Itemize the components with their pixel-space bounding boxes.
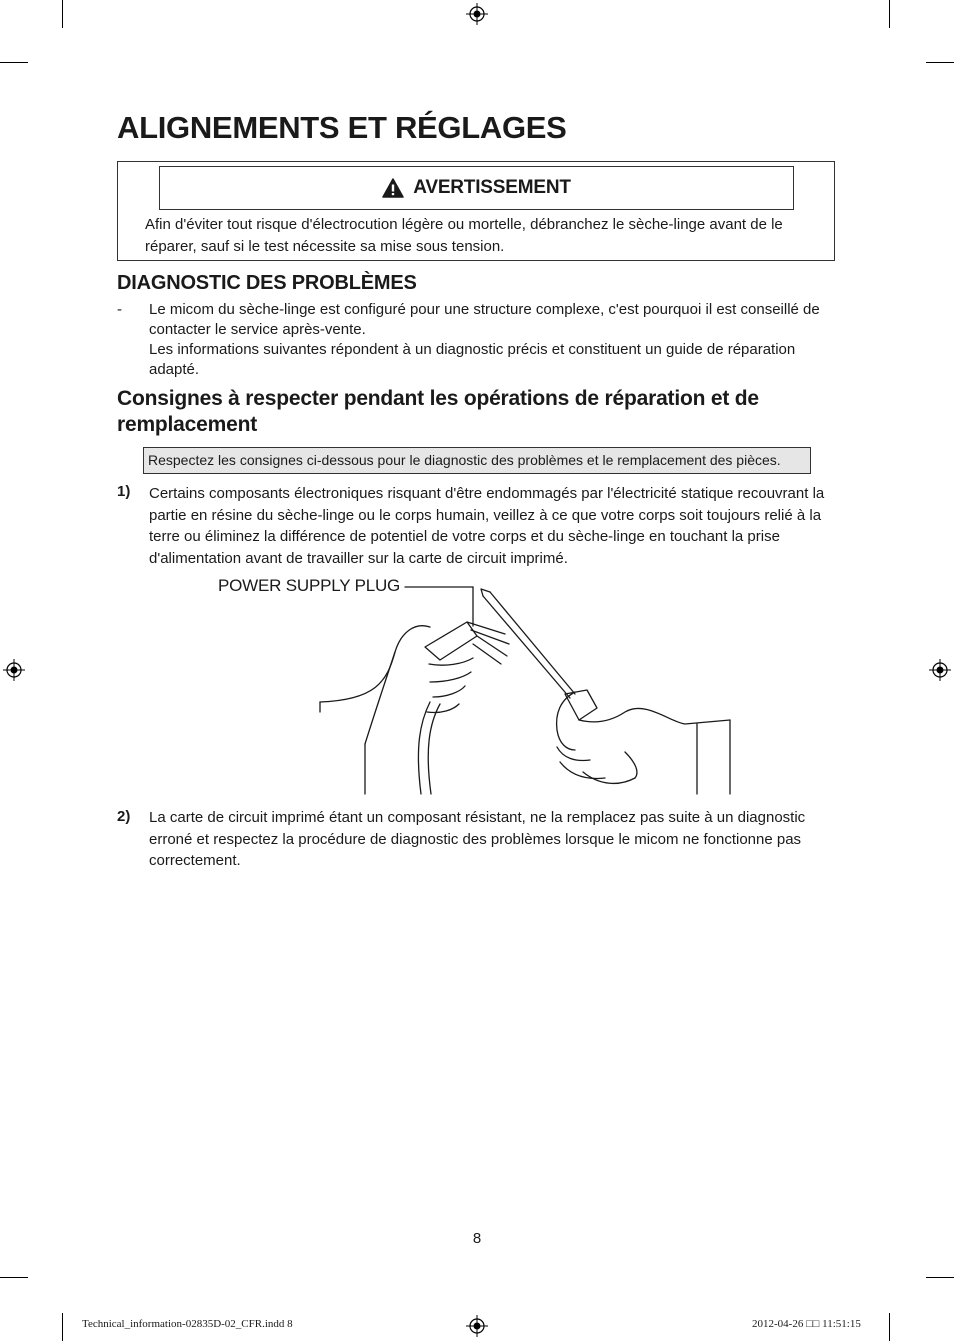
item-number: 1) (117, 483, 131, 500)
registration-mark-icon (3, 659, 25, 681)
page-title: ALIGNEMENTS ET RÉGLAGES (117, 110, 567, 145)
diagnostic-line: Les informations suivantes répondent à un diagnostic précis et constituent un guide de réparation adapté. (149, 341, 796, 378)
crop-mark (0, 1277, 28, 1278)
crop-mark (62, 0, 63, 28)
registration-mark-icon (929, 659, 951, 681)
list-bullet: - (117, 301, 122, 318)
diagnostic-text (149, 300, 839, 380)
diagnostic-line: Le micom du sèche-linge est configuré pour une structure complexe, c'est pourquoi il est conseillé de contacter le service après-vente. (149, 301, 820, 338)
footer-filename: Technical_information-02835D-02_CFR.indd 8 (82, 1318, 293, 1330)
section-title-diagnostic: DIAGNOSTIC DES PROBLÈMES (117, 272, 417, 294)
item-text: La carte de circuit imprimé étant un composant résistant, ne la remplacez pas suite à un diagnostic erroné et respectez la procédure de diagnostic des problèmes lorsque le micom ne fonctionne pas correctement. (149, 809, 806, 869)
registration-mark-icon (466, 3, 488, 25)
crop-mark (889, 1313, 890, 1341)
section-title-instructions: Consignes à respecter pendant les opérations de réparation et de remplacement (117, 387, 759, 436)
crop-mark (926, 62, 954, 63)
illustration-label: POWER SUPPLY PLUG (218, 576, 401, 595)
item-number: 2) (117, 808, 131, 825)
registration-mark-icon (466, 1315, 488, 1337)
footer-timestamp: 2012-04-26 □□ 11:51:15 (752, 1318, 861, 1330)
warning-text: Afin d'éviter tout risque d'électrocution légère ou mortelle, débranchez le sèche-linge avant de le réparer, sauf si le test nécessite sa mise sous tension. (145, 216, 783, 255)
page-number: 8 (472, 1230, 482, 1247)
warning-header (159, 166, 794, 210)
crop-mark (62, 1313, 63, 1341)
crop-mark (889, 0, 890, 28)
crop-mark (926, 1277, 954, 1278)
crop-mark (0, 62, 28, 63)
warning-label: AVERTISSEMENT (413, 177, 571, 198)
static-discharge-illustration (215, 572, 735, 802)
warning-triangle-icon (382, 178, 404, 198)
note-box: Respectez les consignes ci-dessous pour le diagnostic des problèmes et le remplacement des pièces. (143, 447, 811, 474)
item-text: Certains composants électroniques risquant d'être endommagés par l'électricité statique recouvrant la partie en résine du sèche-linge ou le corps humain, veillez à ce que votre corps soit toujours relié à la terre ou éliminez la différence de potentiel de votre corps et du sèche-linge en touchant la prise d'alimentation avant de travailler sur la carte de circuit imprimé. (149, 485, 825, 567)
